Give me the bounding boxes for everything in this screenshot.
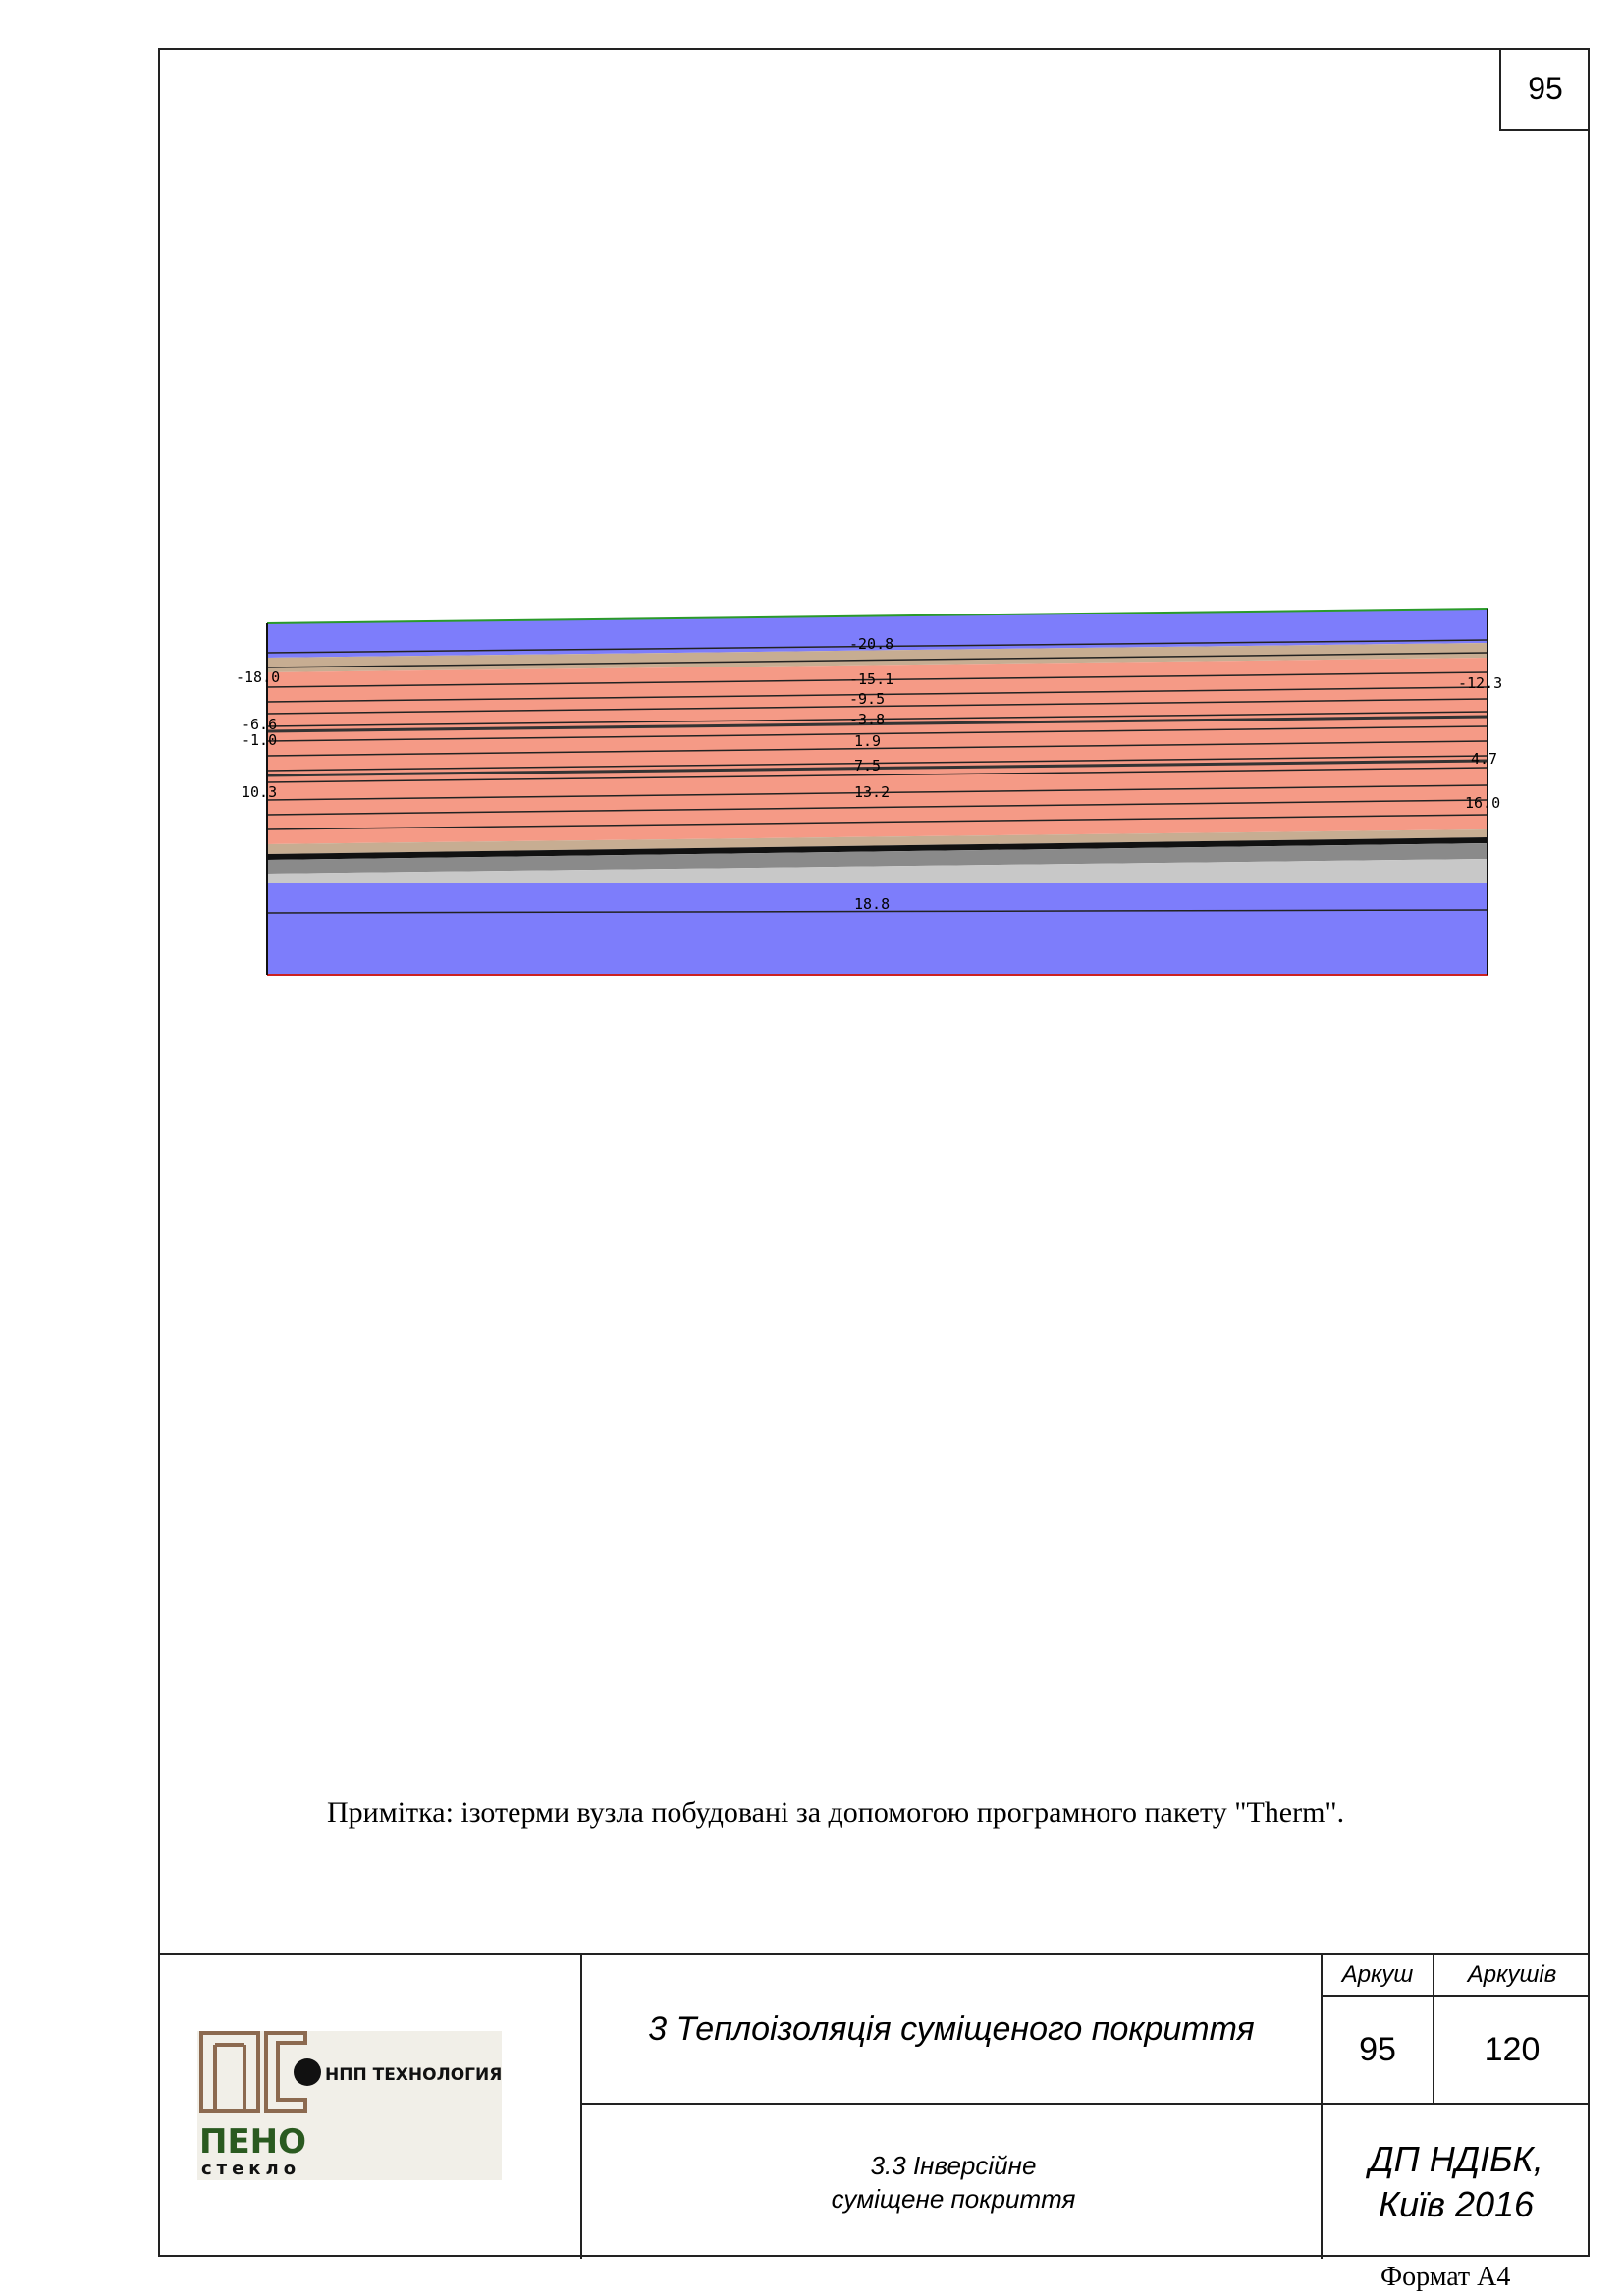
sheets-label: Аркушів <box>1467 1961 1557 1988</box>
label-center-5: 1.9 <box>854 732 882 750</box>
sheet-label: Аркуш <box>1341 1961 1414 1988</box>
label-left-2: -6.6 <box>242 716 278 733</box>
logo-company: НПП ТЕХНОЛОГИЯ <box>325 2065 503 2085</box>
label-center-8: 18.8 <box>854 895 891 913</box>
logo-word1: ПЕНО <box>199 2122 307 2162</box>
note-text: Примітка: ізотерми вузла побудовані за допомогою програмного пакету "Therm". <box>327 1796 1345 1829</box>
label-center-3: -9.5 <box>849 690 886 708</box>
document-subtitle: 3.3 Інверсійне суміщене покриття <box>831 2150 1076 2214</box>
organization: ДП НДІБК, Київ 2016 <box>1369 2138 1543 2224</box>
logo-word2: стекло <box>201 2159 301 2179</box>
isotherm-diagram <box>226 564 1503 991</box>
sheet-value: 95 <box>1359 2030 1396 2068</box>
label-center-2: -15.1 <box>849 670 894 688</box>
label-center-7: 13.2 <box>854 783 891 801</box>
penosteklo-logo <box>197 2031 502 2180</box>
label-center-1: -20.8 <box>849 635 894 653</box>
label-right-2: 4.7 <box>1471 750 1498 768</box>
label-center-6: 7.5 <box>854 757 882 774</box>
label-center-4: -3.8 <box>849 711 886 728</box>
sheets-value: 120 <box>1484 2030 1541 2068</box>
label-left-1: -18.0 <box>236 668 281 686</box>
label-right-1: -12.3 <box>1458 674 1503 692</box>
label-left-3: -1.0 <box>242 731 278 749</box>
page-frame <box>158 48 1590 2257</box>
document-title: 3 Теплоізоляція суміщеного покриття <box>648 2009 1255 2048</box>
label-left-4: 10.3 <box>242 783 278 801</box>
page-number: 95 <box>1499 48 1590 131</box>
title-block <box>158 1953 1590 2257</box>
format-label: Формат А4 <box>1380 2262 1511 2292</box>
label-right-3: 16.0 <box>1465 794 1501 812</box>
